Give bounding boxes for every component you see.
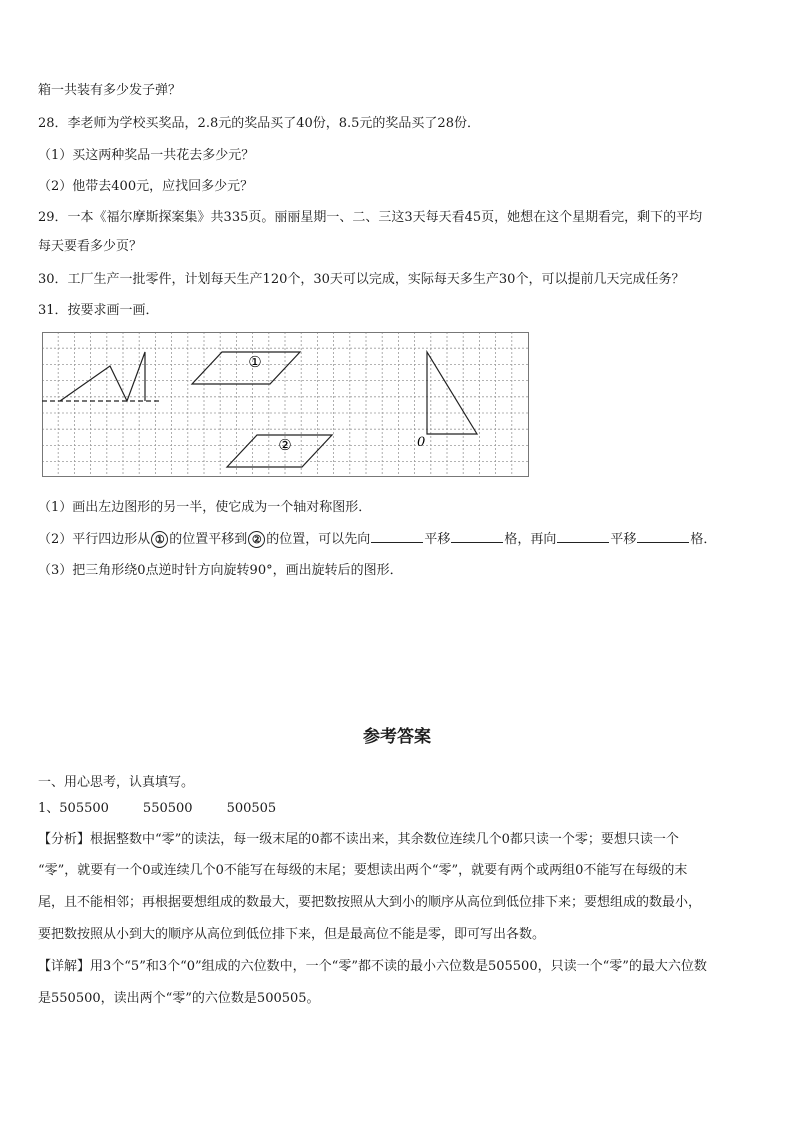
blank-direction-1[interactable]	[371, 530, 423, 543]
answers-section-1: 一、用心思考，认真填写。	[38, 775, 195, 790]
parallelogram-1	[192, 352, 300, 384]
grid-border	[43, 333, 529, 477]
q31-stem: 31．按要求画一画．	[38, 303, 159, 318]
q30: 30．工厂生产一批零件，计划每天生产120个，30天可以完成，实际每天多生产30个，可以提前几天完成任务？	[38, 272, 685, 287]
q29-line1: 29．一本《福尔摩斯探案集》共335页。丽丽星期一、二、三这3天每天看45页，她想在这个星期看完，剩下的平均	[38, 210, 703, 225]
parallelogram-1-label: ①	[248, 353, 262, 371]
q29-line2: 每天要看多少页？	[38, 239, 143, 254]
grid-figure	[42, 332, 532, 482]
q28-stem: 28．李老师为学校买奖品，2.8元的奖品买了40份，8.5元的奖品买了28份．	[38, 116, 480, 131]
circle-1-mark: ①	[151, 531, 168, 548]
q31-part3: （3）把三角形绕0点逆时针方向旋转90°，画出旋转后的图形．	[38, 563, 403, 578]
blank-steps-2[interactable]	[637, 530, 689, 543]
circle-2-mark: ②	[248, 531, 265, 548]
answers-title: 参考答案	[363, 727, 431, 747]
analysis-line-3: 尾，且不能相邻；再根据要想组成的数最大，要把数按照从大到小的顺序从高位到低位排下来；要想组成的数最小，	[38, 895, 702, 910]
analysis-line-2: “零”，就要有一个0或连续几个0不能写在每级的末尾；要想读出两个“零”，就要有两个或两组0不能写在每级的末	[38, 863, 688, 878]
analysis-line-1: 【分析】根据整数中“零”的读法，每一级末尾的0都不读出来，其余数位连续几个0都只读一个零；要想只读一个	[38, 832, 679, 847]
q28-part1: （1）买这两种奖品一共花去多少元？	[38, 148, 255, 163]
analysis-line-4: 要把数按照从小到大的顺序从高位到低位排下来，但是最高位不能是零，即可写出各数。	[38, 927, 546, 942]
rotation-point-label: 0	[417, 435, 426, 450]
blank-steps-1[interactable]	[451, 530, 503, 543]
detail-line-1: 【详解】用3个“5”和3个“0”组成的六位数中，一个“零”都不读的最小六位数是505500，只读一个“零”的最大六位数	[38, 959, 707, 974]
half-figure	[60, 352, 145, 401]
detail-line-2: 是550500，读出两个“零”的六位数是500505。	[38, 991, 320, 1006]
blank-direction-2[interactable]	[557, 530, 609, 543]
triangle	[427, 352, 477, 434]
q31-part1: （1）画出左边图形的另一半，使它成为一个轴对称图形．	[38, 500, 372, 515]
answer-1-values: 1、505500 550500 500505	[38, 801, 277, 816]
q28-part2: （2）他带去400元，应找回多少元？	[38, 179, 254, 194]
q27-tail: 箱一共装有多少发子弹？	[38, 83, 182, 98]
q31-part2: （2）平行四边形从 ① 的位置平移到 ② 的位置，可以先向 平移 格，再向 平移 格．	[38, 532, 717, 547]
parallelogram-2-label: ②	[278, 436, 292, 454]
